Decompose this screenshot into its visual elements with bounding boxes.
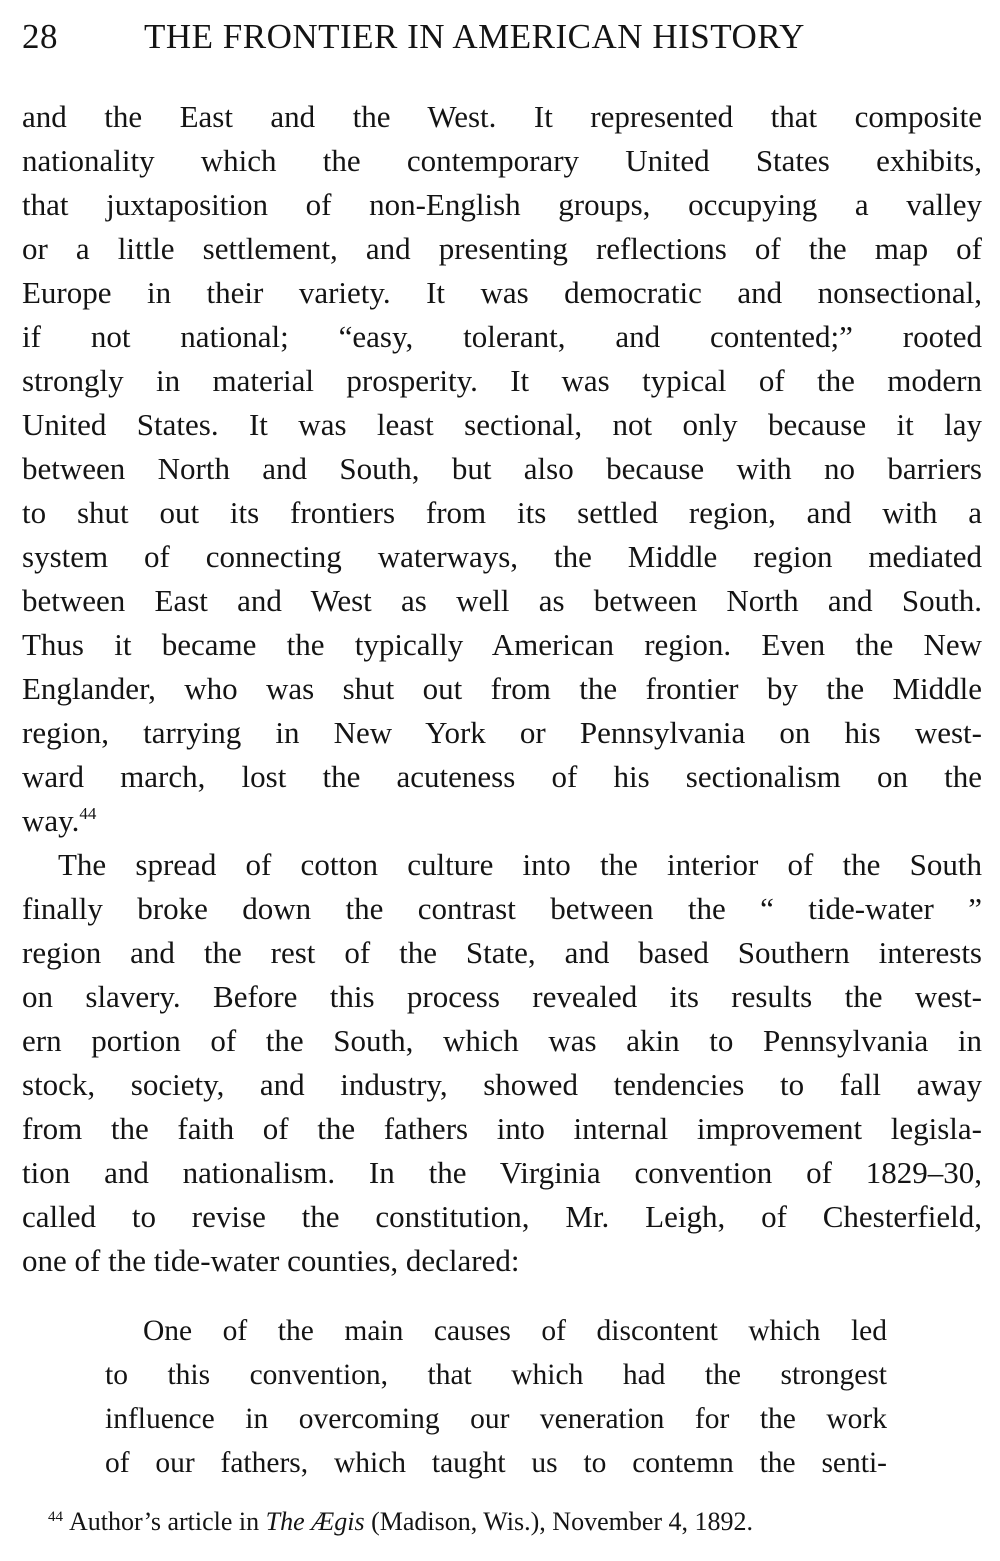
text-line: Europe in their variety. It was democratic and nonsectional,: [22, 275, 982, 310]
text-line: ern portion of the South, which was akin to Pennsylvania in: [22, 1023, 982, 1058]
footnote-text-before: Author’s article in: [69, 1507, 260, 1536]
text-line: Thus it became the typically American region. Even the New: [22, 627, 982, 662]
quote-line: of our fathers, which taught us to contemn the senti-: [105, 1447, 887, 1479]
text-line: system of connecting waterways, the Middle region mediated: [22, 539, 982, 574]
footnote-journal-title: The Ægis: [265, 1507, 365, 1536]
text-line: Englander, who was shut out from the frontier by the Middle: [22, 671, 982, 706]
text-line: stock, society, and industry, showed tendencies to fall away: [22, 1067, 982, 1102]
text-line: [22, 799, 982, 843]
footnote: [48, 1502, 948, 1542]
text-line: nationality which the contemporary United States exhibits,: [22, 143, 982, 178]
running-title: THE FRONTIER IN AMERICAN HISTORY: [144, 17, 805, 56]
text-line: United States. It was least sectional, not only because it lay: [22, 407, 982, 442]
text-line: ward march, lost the acuteness of his sectionalism on the: [22, 759, 982, 794]
footnote-mark: 44: [48, 1509, 63, 1525]
text-line: between North and South, but also because with no barriers: [22, 451, 982, 486]
text-line: or a little settlement, and presenting reflections of the map of: [22, 231, 982, 266]
text-line: strongly in material prosperity. It was typical of the modern: [22, 363, 982, 398]
text-line: region and the rest of the State, and based Southern interests: [22, 935, 982, 970]
text-line: and the East and the West. It represented that composite: [22, 99, 982, 134]
page-number: 28: [22, 17, 58, 56]
paragraph-end-text: way.: [22, 803, 80, 838]
text-line: region, tarrying in New York or Pennsylvania on his west-: [22, 715, 982, 750]
quote-line: One of the main causes of discontent which led: [143, 1315, 887, 1347]
text-line: from the faith of the fathers into internal improvement legisla-: [22, 1111, 982, 1146]
text-line: one of the tide-water counties, declared:: [22, 1243, 520, 1278]
quote-line: to this convention, that which had the strongest: [105, 1359, 887, 1391]
text-line: called to revise the constitution, Mr. Leigh, of Chesterfield,: [22, 1199, 982, 1234]
text-line: The spread of cotton culture into the interior of the South: [58, 847, 982, 882]
text-line: that juxtaposition of non-English groups, occupying a valley: [22, 187, 982, 222]
text-line: if not national; “easy, tolerant, and contented;” rooted: [22, 319, 982, 354]
footnote-reference: 44: [79, 804, 97, 823]
text-line: tion and nationalism. In the Virginia convention of 1829–30,: [22, 1155, 982, 1190]
footnote-text-after: (Madison, Wis.), November 4, 1892.: [371, 1507, 754, 1536]
text-line: on slavery. Before this process revealed its results the west-: [22, 979, 982, 1014]
page-header: [22, 12, 972, 62]
text-line: finally broke down the contrast between the “ tide-water ”: [22, 891, 982, 926]
text-line: between East and West as well as between North and South.: [22, 583, 982, 618]
quote-line: influence in overcoming our veneration for the work: [105, 1403, 887, 1435]
text-line: to shut out its frontiers from its settled region, and with a: [22, 495, 982, 530]
